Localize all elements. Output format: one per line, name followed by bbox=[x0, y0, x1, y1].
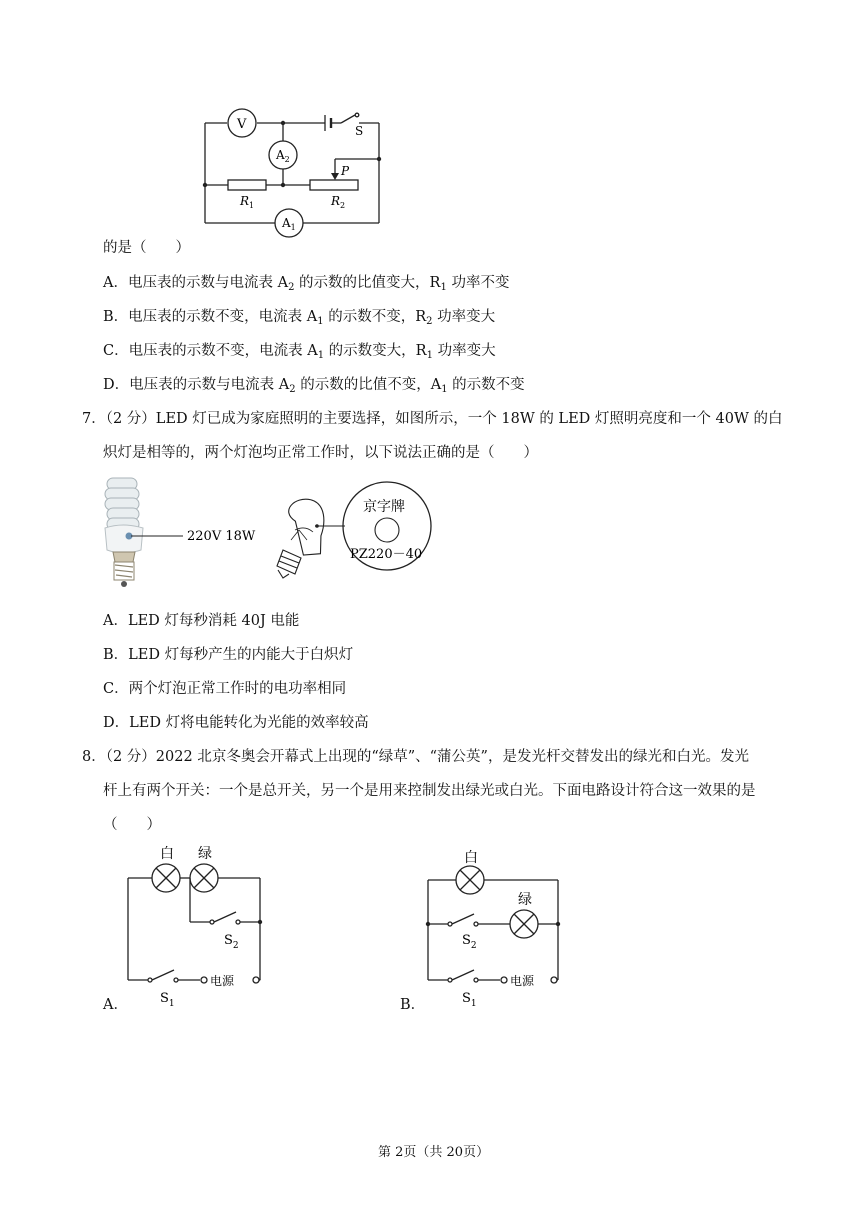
resistor-r2-label: $R_2$ bbox=[331, 194, 346, 210]
switch-s2-label: $S_2$ bbox=[462, 933, 477, 951]
lamp-white-label: 白 bbox=[160, 846, 174, 862]
lamp-green-label: 绿 bbox=[198, 846, 212, 862]
option-text: 的示数的比值变大，R bbox=[294, 275, 441, 291]
q7-option-b[interactable]: B．LED 灯每秒产生的内能大于白炽灯 bbox=[103, 647, 354, 663]
switch-s2-label: $S_2$ bbox=[224, 933, 239, 951]
q8-stem-line1: 8．（2 分）2022 北京冬奥会开幕式上出现的“绿草”、“蒲公英”，是发光杆交替发出的绿光和白光。发光 bbox=[82, 749, 749, 765]
ammeter-a2-label: $A_2$ bbox=[276, 148, 290, 164]
option-letter: A． bbox=[103, 275, 128, 291]
power-source-label: 电源 bbox=[210, 974, 235, 988]
subscript: 2 bbox=[426, 316, 433, 327]
option-letter: C． bbox=[103, 343, 129, 359]
led-bulb-icon bbox=[105, 478, 143, 587]
q8-circuit-b bbox=[420, 840, 580, 1015]
option-text: 的示数变大，R bbox=[324, 343, 427, 359]
option-text: 功率变大 bbox=[432, 343, 496, 359]
q6-option-a[interactable] bbox=[103, 271, 509, 293]
resistor-r1-label: $R_1$ bbox=[240, 194, 255, 210]
q7-option-d[interactable]: D．LED 灯将电能转化为光能的效率较高 bbox=[103, 715, 369, 731]
option-text: 电压表的示数不变，电流表 A bbox=[128, 309, 318, 325]
q6-option-c[interactable] bbox=[103, 339, 496, 361]
option-letter: D． bbox=[103, 377, 130, 393]
subscript: 2 bbox=[289, 384, 296, 395]
q6-stem-tail: 的是（ ） bbox=[103, 240, 190, 256]
bulb-brand: 京字牌 bbox=[363, 499, 405, 515]
ammeter-a1-label: $A_1$ bbox=[282, 216, 296, 232]
subscript: 1 bbox=[440, 282, 447, 293]
q6-option-b[interactable] bbox=[103, 305, 495, 327]
switch-s1-label: $S_1$ bbox=[462, 991, 477, 1009]
q8-option-b[interactable]: B． bbox=[400, 997, 426, 1013]
led-label: 220V 18W bbox=[187, 529, 256, 544]
bulb-model: PZ220－40 bbox=[350, 547, 423, 562]
subscript: 1 bbox=[317, 350, 325, 361]
subscript: 1 bbox=[426, 350, 433, 361]
lamp-white-label: 白 bbox=[464, 850, 478, 866]
page-footer: 第 2页（共 20页） bbox=[378, 1145, 490, 1160]
q8-stem-line2: 杆上有两个开关：一个是总开关，另一个是用来控制发出绿光或白光。下面电路设计符合这一效果的是 bbox=[103, 783, 756, 799]
option-text: 电压表的示数与电流表 A bbox=[129, 377, 290, 393]
option-text: 的示数不变，R bbox=[323, 309, 427, 325]
subscript: 1 bbox=[317, 316, 324, 327]
q6-option-d[interactable] bbox=[103, 373, 525, 395]
q7-stem-line2: 炽灯是相等的，两个灯泡均正常工作时，以下说法正确的是（ ） bbox=[103, 445, 538, 461]
option-text: 电压表的示数不变，电流表 A bbox=[128, 343, 318, 359]
voltmeter-label: V bbox=[237, 117, 247, 132]
q7-bulbs-figure bbox=[95, 470, 445, 595]
q7-option-c[interactable]: C．两个灯泡正常工作时的电功率相同 bbox=[103, 681, 347, 697]
lamp-green-label: 绿 bbox=[518, 892, 532, 908]
subscript: 1 bbox=[441, 384, 448, 395]
q7-stem-line1: 7．（2 分）LED 灯已成为家庭照明的主要选择，如图所示，一个 18W 的 LED 灯照明亮度和一个 40W 的白 bbox=[82, 411, 783, 427]
incandescent-bulb-icon bbox=[277, 493, 339, 578]
switch-s1-label: $S_1$ bbox=[160, 991, 175, 1009]
subscript: 2 bbox=[288, 282, 295, 293]
q8-option-a[interactable]: A． bbox=[103, 997, 128, 1013]
power-source-label: 电源 bbox=[510, 974, 535, 988]
option-text: 功率变大 bbox=[432, 309, 496, 325]
switch-s-label: S bbox=[355, 124, 364, 138]
q7-option-a[interactable]: A．LED 灯每秒消耗 40J 电能 bbox=[103, 613, 300, 629]
option-letter: B． bbox=[103, 309, 129, 325]
option-text: 的示数不变 bbox=[447, 377, 525, 393]
q8-circuit-a bbox=[120, 840, 280, 1015]
q8-stem-line3: （ ） bbox=[103, 817, 161, 833]
option-text: 的示数的比值不变，A bbox=[295, 377, 442, 393]
q6-circuit-diagram bbox=[195, 105, 395, 240]
slider-p-label: P bbox=[341, 164, 350, 178]
option-text: 电压表的示数与电流表 A bbox=[127, 275, 289, 291]
option-text: 功率不变 bbox=[446, 275, 510, 291]
